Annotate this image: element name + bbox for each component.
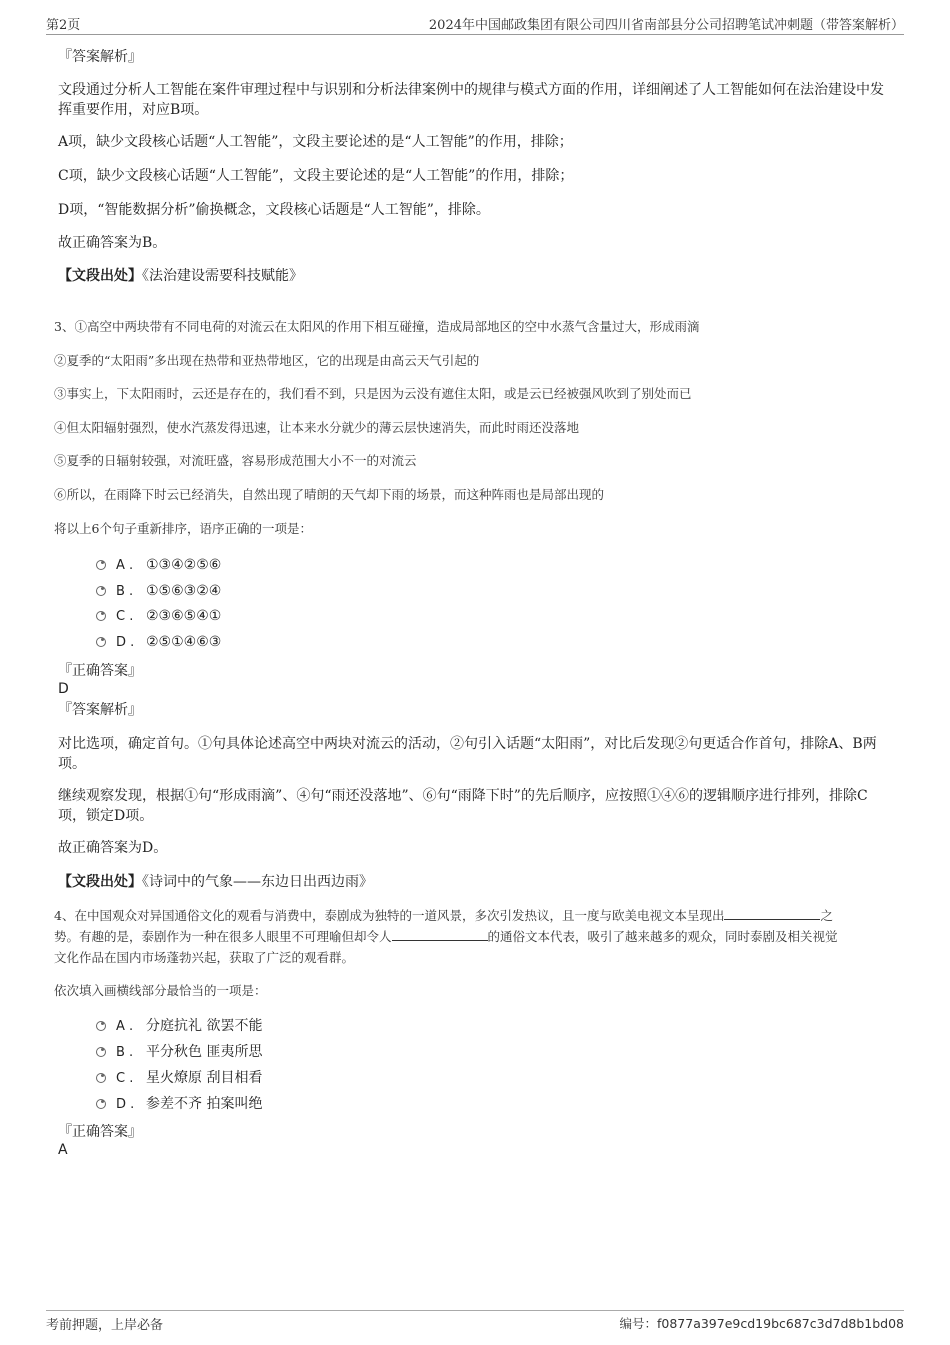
q4-stem-line-3: 文化作品在国内市场蓬勃兴起，获取了广泛的观看群。 [54,950,355,965]
analysis-paragraph: 文段通过分析人工智能在案件审理过程中与识别和分析法律案例中的规律与模式方面的作用，详细阐述了人工智能如何在法治建设中发挥重要作用，对应B项。 [58,82,884,118]
radio-icon[interactable] [96,637,106,647]
radio-icon[interactable] [96,1099,106,1109]
document-id: 编号：f0877a397e9cd19bc687c3d7d8b1bd08 [619,1316,904,1331]
q3-correct-label: 『正确答案』 [58,663,142,679]
option-letter: A . [116,1019,134,1034]
source-label: 【文段出处】 [58,268,142,284]
q3-sentence-5: ⑤夏季的日辐射较强，对流旺盛，容易形成范围大小不一的对流云 [54,453,417,468]
option-letter: C . [116,1071,134,1086]
final-answer: 故正确答案为B。 [58,235,167,251]
q3-option-a[interactable] [96,555,221,576]
q4-stem-line-1: 4、在中国观众对异国通俗文化的观看与消费中，泰剧成为独特的一道风景，多次引发热议，且一度与欧美电视文本呈现出 之 [54,908,833,923]
option-letter: B . [116,584,134,599]
option-letter: D . [116,635,135,650]
q3-analysis-label: 『答案解析』 [58,702,142,718]
q3-sentence-3: ③事实上，下太阳雨时，云还是存在的，我们看不到，只是因为云没有遮住太阳，或是云已经被强风吹到了别处而已 [54,386,692,401]
radio-icon[interactable] [96,611,106,621]
q3-option-c[interactable] [96,606,221,627]
source-title: 《法治建设需要科技赋能》 [142,268,303,284]
document-title: 2024年中国邮政集团有限公司四川省南部县分公司招聘笔试冲刺题（带答案解析） [428,18,904,33]
analysis-option-a: A项，缺少文段核心话题“人工智能”，文段主要论述的是“人工智能”的作用，排除； [58,134,573,150]
option-text: 星火燎原 刮目相看 [146,1070,263,1086]
radio-icon[interactable] [96,1021,106,1031]
blank-2 [392,927,488,941]
q3-option-d[interactable] [96,632,221,653]
source-title: 《诗词中的气象——东边日出西边雨》 [142,874,373,890]
q4-option-a[interactable] [96,1016,262,1037]
option-letter: C . [116,609,134,624]
source-label: 【文段出处】 [58,874,142,890]
q4-correct-answer: A [58,1142,68,1158]
q3-analysis-1: 对比选项，确定首句。①句具体论述高空中两块对流云的活动，②句引入话题“太阳雨”，对比后发现②句更适合作首句，排除A、B两项。 [58,736,877,772]
q3-final-answer: 故正确答案为D。 [58,840,168,856]
analysis-option-c: C项，缺少文段核心话题“人工智能”，文段主要论述的是“人工智能”的作用，排除； [58,168,574,184]
option-letter: A . [116,558,134,573]
option-letter: D . [116,1097,135,1112]
q3-sentence-1: 3、①高空中两块带有不同电荷的对流云在太阳风的作用下相互碰撞，造成局部地区的空中水蒸气含量过大，形成雨滴 [54,319,700,334]
radio-icon[interactable] [96,586,106,596]
analysis-option-d: D项，“智能数据分析”偷换概念，文段核心话题是“人工智能”，排除。 [58,202,490,218]
source-line [58,266,888,286]
q4-stem-line-2: 势。有趣的是，泰剧作为一种在很多人眼里不可理喻但却令人 的通俗文本代表，吸引了越来越多的观众，同时泰剧及相关视觉 [54,929,838,944]
q4-correct-label: 『正确答案』 [58,1124,142,1140]
option-text: 分庭抗礼 欲罢不能 [146,1018,263,1034]
footer-slogan: 考前押题，上岸必备 [46,1318,164,1333]
option-text: ①⑤⑥③②④ [146,583,222,599]
page-number: 第2页 [46,18,81,33]
q3-correct-answer: D [58,681,69,697]
q4-option-c[interactable] [96,1068,262,1089]
page-footer [46,1310,904,1333]
q3-sentence-4: ④但太阳辐射强烈，使水汽蒸发得迅速，让本来水分就少的薄云层快速消失，而此时雨还没落地 [54,420,580,435]
q3-prompt: 将以上6个句子重新排序，语序正确的一项是： [54,521,312,536]
option-text: 参差不齐 拍案叫绝 [146,1096,263,1112]
option-letter: B . [116,1045,134,1060]
q3-option-b[interactable] [96,581,221,602]
radio-icon[interactable] [96,1047,106,1057]
radio-icon[interactable] [96,1073,106,1083]
option-text: ②③⑥⑤④① [146,608,222,624]
q3-analysis-2: 继续观察发现，根据①句“形成雨滴”、④句“雨还没落地”、⑥句“雨降下时”的先后顺序，应按照①④⑥的逻辑顺序进行排列，排除C项，锁定D项。 [58,788,868,824]
q3-sentence-2: ②夏季的“太阳雨”多出现在热带和亚热带地区，它的出现是由高云天气引起的 [54,353,480,368]
q4-option-d[interactable] [96,1094,262,1115]
blank-1 [724,906,820,920]
radio-icon[interactable] [96,560,106,570]
option-text: 平分秋色 匪夷所思 [146,1044,263,1060]
q3-source-line [58,872,888,892]
option-text: ①③④②⑤⑥ [146,557,222,573]
q4-option-b[interactable] [96,1042,262,1063]
q4-prompt: 依次填入画横线部分最恰当的一项是： [54,983,267,998]
q3-sentence-6: ⑥所以，在雨降下时云已经消失，自然出现了晴朗的天气却下雨的场景，而这种阵雨也是局部出现的 [54,487,605,502]
analysis-label: 『答案解析』 [58,49,142,65]
option-text: ②⑤①④⑥③ [146,634,222,650]
